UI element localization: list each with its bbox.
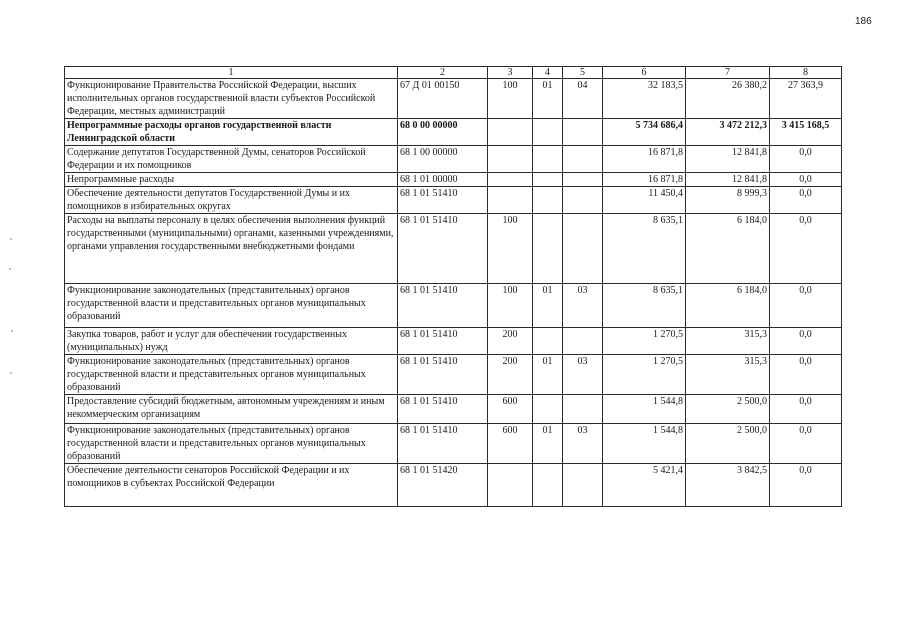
row-pr-cell: 04 <box>563 79 603 119</box>
row-name-cell: Предоставление субсидий бюджетным, автономным учреждениям и иным некоммерческим организациям <box>65 395 398 424</box>
row-name-cell: Обеспечение деятельности депутатов Государственной Думы и их помощников в избирательных округах <box>65 187 398 214</box>
row-vr-cell <box>488 464 533 507</box>
row-pr-cell <box>563 187 603 214</box>
row-rz-cell <box>533 119 563 146</box>
row-value-col8-cell: 0,0 <box>770 214 842 284</box>
row-value-col7-cell: 315,3 <box>686 328 770 355</box>
column-header: 1 <box>65 67 398 79</box>
table-row <box>65 173 842 187</box>
row-value-col7-cell: 3 842,5 <box>686 464 770 507</box>
row-vr-cell: 100 <box>488 79 533 119</box>
row-value-col6-cell: 1 270,5 <box>603 328 686 355</box>
row-vr-cell <box>488 119 533 146</box>
row-value-col8-cell: 0,0 <box>770 173 842 187</box>
table-row <box>65 424 842 464</box>
row-rz-cell: 01 <box>533 284 563 328</box>
row-name-cell: Функционирование Правительства Российской Федерации, высших исполнительных органов государственной власти субъектов Российской Федерации, местных администраций <box>65 79 398 119</box>
column-header: 7 <box>686 67 770 79</box>
row-rz-cell <box>533 328 563 355</box>
row-code-cell: 68 0 00 00000 <box>398 119 488 146</box>
table-row <box>65 187 842 214</box>
row-pr-cell: 03 <box>563 284 603 328</box>
row-code-cell: 68 1 01 51410 <box>398 355 488 395</box>
row-value-col7-cell: 2 500,0 <box>686 424 770 464</box>
row-value-col6-cell: 32 183,5 <box>603 79 686 119</box>
row-rz-cell <box>533 187 563 214</box>
column-header: 6 <box>603 67 686 79</box>
table-row <box>65 214 842 284</box>
row-vr-cell: 600 <box>488 424 533 464</box>
column-header: 5 <box>563 67 603 79</box>
row-name-cell: Функционирование законодательных (представительных) органов государственной власти и представительных органов муниципальных образований <box>65 355 398 395</box>
scan-speck <box>11 330 13 332</box>
row-pr-cell: 03 <box>563 424 603 464</box>
column-header: 8 <box>770 67 842 79</box>
page-number: 186 <box>855 16 872 27</box>
table-row <box>65 119 842 146</box>
row-vr-cell: 600 <box>488 395 533 424</box>
table-row <box>65 328 842 355</box>
table-row <box>65 284 842 328</box>
row-value-col7-cell: 6 184,0 <box>686 284 770 328</box>
row-value-col6-cell: 1 544,8 <box>603 395 686 424</box>
row-name-cell: Функционирование законодательных (представительных) органов государственной власти и представительных органов муниципальных образований <box>65 284 398 328</box>
row-value-col8-cell: 0,0 <box>770 284 842 328</box>
row-value-col6-cell: 5 421,4 <box>603 464 686 507</box>
row-code-cell: 68 1 01 51410 <box>398 328 488 355</box>
row-name-cell: Непрограммные расходы органов государственной власти Ленинградской области <box>65 119 398 146</box>
row-vr-cell: 200 <box>488 355 533 395</box>
scan-speck <box>10 372 12 374</box>
row-name-cell: Функционирование законодательных (представительных) органов государственной власти и представительных органов муниципальных образований <box>65 424 398 464</box>
row-value-col8-cell: 0,0 <box>770 355 842 395</box>
row-name-cell: Обеспечение деятельности сенаторов Российской Федерации и их помощников в субъектах Российской Федерации <box>65 464 398 507</box>
row-vr-cell: 100 <box>488 284 533 328</box>
row-value-col8-cell: 0,0 <box>770 464 842 507</box>
row-value-col8-cell: 0,0 <box>770 328 842 355</box>
row-value-col7-cell: 8 999,3 <box>686 187 770 214</box>
row-vr-cell <box>488 146 533 173</box>
table-row <box>65 355 842 395</box>
row-value-col6-cell: 1 544,8 <box>603 424 686 464</box>
row-value-col7-cell: 12 841,8 <box>686 173 770 187</box>
row-value-col6-cell: 8 635,1 <box>603 284 686 328</box>
row-code-cell: 68 1 01 51410 <box>398 284 488 328</box>
row-pr-cell <box>563 214 603 284</box>
row-pr-cell <box>563 395 603 424</box>
row-value-col6-cell: 5 734 686,4 <box>603 119 686 146</box>
row-value-col6-cell: 8 635,1 <box>603 214 686 284</box>
row-value-col7-cell: 6 184,0 <box>686 214 770 284</box>
row-value-col8-cell: 0,0 <box>770 187 842 214</box>
table-row <box>65 464 842 507</box>
row-code-cell: 67 Д 01 00150 <box>398 79 488 119</box>
row-value-col7-cell: 3 472 212,3 <box>686 119 770 146</box>
row-value-col6-cell: 16 871,8 <box>603 173 686 187</box>
budget-table <box>64 66 842 507</box>
row-rz-cell <box>533 214 563 284</box>
row-code-cell: 68 1 00 00000 <box>398 146 488 173</box>
row-rz-cell: 01 <box>533 424 563 464</box>
row-name-cell: Непрограммные расходы <box>65 173 398 187</box>
row-code-cell: 68 1 01 00000 <box>398 173 488 187</box>
scan-speck <box>10 238 12 240</box>
row-code-cell: 68 1 01 51420 <box>398 464 488 507</box>
column-header: 3 <box>488 67 533 79</box>
row-name-cell: Расходы на выплаты персоналу в целях обеспечения выполнения функций государственными (муниципальными) органами, казенными учреждениями, органами управления государственными внебюджетными фондами <box>65 214 398 284</box>
row-pr-cell <box>563 328 603 355</box>
row-vr-cell <box>488 173 533 187</box>
row-code-cell: 68 1 01 51410 <box>398 424 488 464</box>
row-value-col8-cell: 27 363,9 <box>770 79 842 119</box>
row-value-col7-cell: 26 380,2 <box>686 79 770 119</box>
row-pr-cell <box>563 119 603 146</box>
row-rz-cell <box>533 146 563 173</box>
row-rz-cell: 01 <box>533 355 563 395</box>
table-row <box>65 79 842 119</box>
row-value-col8-cell: 0,0 <box>770 395 842 424</box>
row-rz-cell: 01 <box>533 79 563 119</box>
row-rz-cell <box>533 173 563 187</box>
row-rz-cell <box>533 395 563 424</box>
row-rz-cell <box>533 464 563 507</box>
row-value-col7-cell: 2 500,0 <box>686 395 770 424</box>
row-value-col6-cell: 16 871,8 <box>603 146 686 173</box>
row-vr-cell: 100 <box>488 214 533 284</box>
column-header: 4 <box>533 67 563 79</box>
column-header: 2 <box>398 67 488 79</box>
row-vr-cell: 200 <box>488 328 533 355</box>
row-value-col7-cell: 315,3 <box>686 355 770 395</box>
row-name-cell: Закупка товаров, работ и услуг для обеспечения государственных (муниципальных) нужд <box>65 328 398 355</box>
table-header-row <box>65 67 842 79</box>
row-code-cell: 68 1 01 51410 <box>398 214 488 284</box>
row-value-col8-cell: 3 415 168,5 <box>770 119 842 146</box>
row-value-col6-cell: 1 270,5 <box>603 355 686 395</box>
table-row <box>65 395 842 424</box>
row-code-cell: 68 1 01 51410 <box>398 395 488 424</box>
row-code-cell: 68 1 01 51410 <box>398 187 488 214</box>
table-row <box>65 146 842 173</box>
row-value-col6-cell: 11 450,4 <box>603 187 686 214</box>
row-name-cell: Содержание депутатов Государственной Думы, сенаторов Российской Федерации и их помощников <box>65 146 398 173</box>
scan-speck <box>9 268 11 270</box>
row-value-col7-cell: 12 841,8 <box>686 146 770 173</box>
row-vr-cell <box>488 187 533 214</box>
row-pr-cell <box>563 464 603 507</box>
row-pr-cell: 03 <box>563 355 603 395</box>
row-value-col8-cell: 0,0 <box>770 424 842 464</box>
row-pr-cell <box>563 173 603 187</box>
row-value-col8-cell: 0,0 <box>770 146 842 173</box>
row-pr-cell <box>563 146 603 173</box>
